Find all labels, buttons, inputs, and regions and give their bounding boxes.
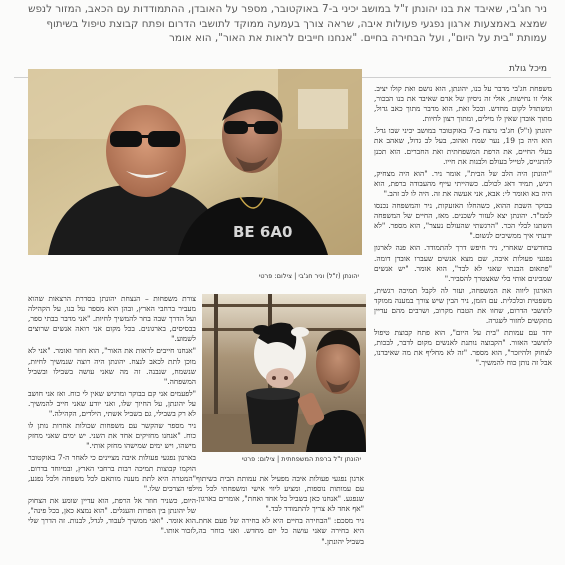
paragraph: בארגון נפגעי פעולות איבה מציינים כי לאחר ה-7 באוקטובר הוקמו קבוצות תמיכה רבות ברחבי הארץ, ובמיוחד בדרום. "המטרה היא לתת מענה מותאם לכל משפחה ולכל נפגע, לפי הצרכים שלו." xyxy=(28,453,196,493)
article-lead xyxy=(14,2,547,46)
paragraph: צורת משפחות – הנצחת יהונתן בסדרת הרצאות שהוא מעביר ברחבי הארץ, ובהן הוא מספר על בנו, על הקהילה ועל הדרך שבה בחר להמשיך לחיות. "אני מדבר בבתי ספר, בבסיסים, בארגונים. בכל מקום אני רואה אנשים שרוצים לשמוע." xyxy=(28,294,196,344)
svg-text:BE 6A0: BE 6A0 xyxy=(233,223,293,241)
article-column-right xyxy=(374,84,552,565)
photo-father-and-son-image xyxy=(28,69,362,255)
photo-caption-top: יהונתן (ז"ל) וניר חג'בי | צילום: פרטי xyxy=(258,272,359,280)
paragraph: בבוקר השבת ההוא, כשהחלו האזעקות, ניר והמשפחה נכנסו לממ"ד. יהונתן יצא לעזור לשכנים. מאז, החיים של המשפחה השתנו לבלי הכר. "הרגשתי שהעולם נעצר", הוא מספר. "לא ידעתי איך ממשיכים לנשום." xyxy=(374,201,552,241)
paragraph: יהונתן (ז"ל) חג'בי נרצח ב-7 באוקטובר במושב יכיני שבו גדל. הוא היה בן 19, נער שמח ואהוב, בעל לב גדול, שאהב את בעלי החיים, את הרפת המשפחתית ואת החברים. הוא תכנן להתגייס, לטייל בעולם ולבנות את חייו. xyxy=(374,126,552,166)
article-column-left xyxy=(28,294,196,565)
paragraph: יחד עם עמותת "בית על היום", הוא פתח קבוצת טיפול לתושבי האזור. "הקבוצה נותנת לאנשים מקום לדבר, לבכות, לצחוק ולהיזכר", הוא מספר. "זה לא מחליף את מה שאיבדנו, אבל זה נותן כוח להמשיך." xyxy=(374,328,552,368)
lead-paragraph: ניר חג'בי, שאיבד את בנו יהונתן ז"ל במושב יכיני ב-7 באוקטובר, מספר על האובדן, ההתמודדות עם הכאב, המזור לנפש שמצא באמצעות ארגון נפגעי פעולות איבה, שראה צורך בעמעה ממוקד לתושבי הדרום ופתח קבוצת טיפול בשיתוף עמותת "בית על היום", ועל הבחירה בחיים. "אנחנו חייבים לראות את האור", הוא אומר xyxy=(28,3,547,45)
byline: מיכל גולת xyxy=(508,64,547,74)
paragraph: "לפעמים אני קם בבוקר ומרגיש שאין לי כוח. ואז אני חושב על יהונתן, על החיוך שלו, ואני יודע שאני חייב להמשיך. לא רק בשבילי, גם בשביל אשתי, הילדים, הקהילה." xyxy=(28,388,196,419)
paragraph: הארגון ליווה את המשפחה, ועזר לה לקבל תמיכה רגשית, משפטית וכלכלית. עם הזמן, ניר הבין שיש צורך במענה ממוקד לתושבי הדרום, שחוו את הטבח מקרוב, ושרבים מהם עדיין מתקשים לחזור לשגרה. xyxy=(374,285,552,326)
paragraph: בחודשים שאחרי, ניר חיפש דרך להתמודד. הוא פנה לארגון נפגעי פעולות איבה, שם מצא אנשים שעברו אובדן דומה. "פתאום הבנתי שאני לא לבד", הוא אומר. "יש אנשים שמבינים אותי בלי שאצטרך להסביר." xyxy=(374,243,552,283)
paragraph: ניר מספר שהקשר עם משפחות שכולות אחרות נותן לו כוח. "אנחנו מחזיקים אחד את השני. יש ימים שאני מחזק מישהו, ויש ימים שמישהו מחזק אותי." xyxy=(28,421,196,451)
paragraph: היום, כשניר חוזר אל הרפת, הוא עדיין שומע את הצחוק של יהונתן בין הפרות והעגלים. "הוא נמצא כאן, בכל פינה", הוא אומר. "ואני ממשיך לעבוד, לגדל, לבנות. זה הדרך שלי לזכור אותו." xyxy=(28,495,196,536)
paragraph: ארגון נפגעי פעולות איבה מפעיל את עמותת הבית בשיתוף עם עמותות נוספות, ומציע ליווי אישי ומשפחתי לכל מי שנפגע. "אנחנו כאן בשביל כל אחד ואחת", אומרים בארגון. "אף אחד לא צריך להתמודד לבד." xyxy=(196,474,364,514)
photo-son-at-farm-image xyxy=(202,294,366,452)
paragraph: ניר מסכם: "הבחירה בחיים היא לא בחירה של פעם אחת. היא בחירה שאני עושה כל יום מחדש. ואני בוחר בה, בשביל יהונתן." xyxy=(196,516,364,546)
article-column-middle-lower xyxy=(196,474,364,565)
paragraph: "יהונתן היה הלב של הבית", אומר ניר. "הוא היה מצחיק, רגיש, תמיד דאג לכולם. כשהייתי עייף מהעבודה ברפת, הוא היה בא ואומר לי: אבא, אני אעשה את זה. היה לו לב זהב." xyxy=(374,168,552,198)
paragraph: "אנחנו חייבים לראות את האור", הוא חוזר ואומר. "אני לא מוכן לתת לכאב לנצח. יהונתן היה רוצה שנמשיך לחיות, שנשמח, שנבנה. זה מה שאני עושה בשבילו ובשביל המשפחה." xyxy=(28,346,196,386)
photo-father-and-son xyxy=(28,69,362,255)
photo-caption-mid: יהונתן ז"ל ברפת המשפחתית | צילום: פרטי xyxy=(241,455,361,463)
photo-son-at-farm xyxy=(202,294,366,452)
paragraph: משפחת חג'בי מדבר על בנו, יהונתן, הוא נושם ואת קולו יציב. אולי זו נחישות, אולי זה ניסיון של אדם שאיבד את בנו הבכור, ומשתדל לקום מחדש. ובכל זאת, הוא מדבר מתוך כאב גדול, מתוך אובדן שאין לו מילים, ומתוך רצון לחיות. xyxy=(374,84,552,124)
